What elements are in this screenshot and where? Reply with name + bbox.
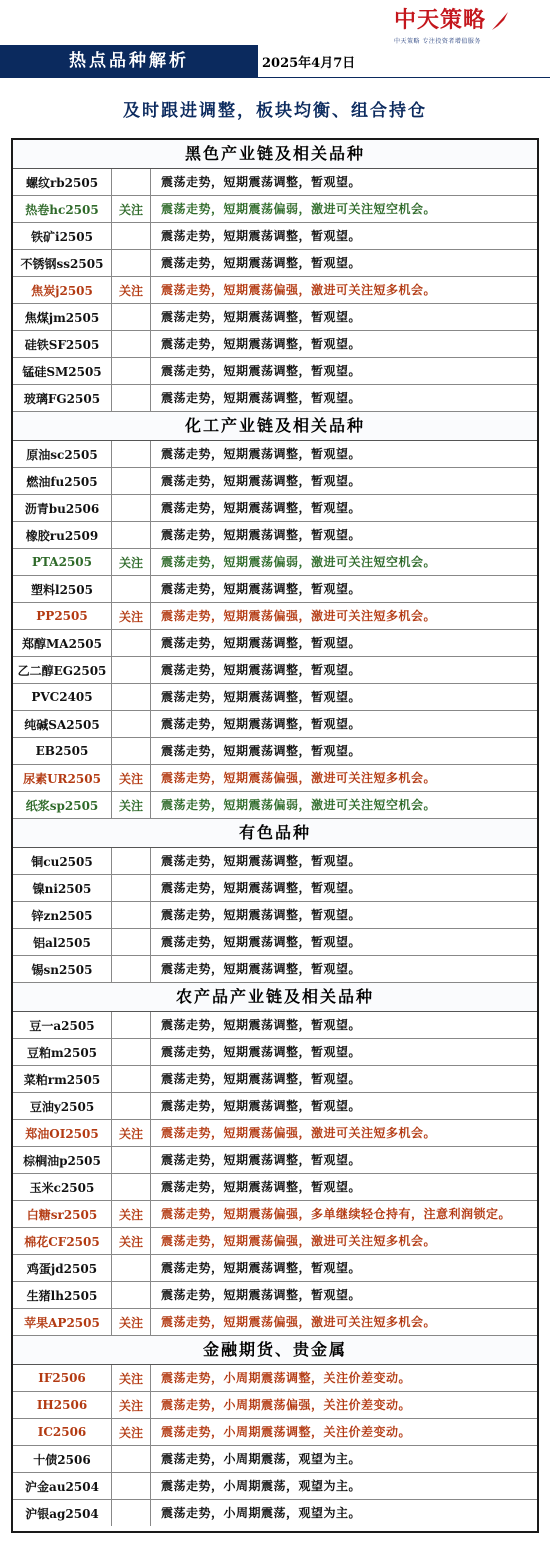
- table-row: [13, 603, 537, 630]
- watch-tag: 关注: [112, 765, 151, 791]
- contract-name: 燃油fu2505: [13, 468, 112, 494]
- watch-tag: 关注: [112, 603, 151, 629]
- contract-name: EB2505: [13, 738, 112, 764]
- analysis-text: 震荡走势，短期震荡偏强，激进可关注短多机会。: [161, 1233, 437, 1248]
- analysis-text: 震荡走势，短期震荡偏强，激进可关注短多机会。: [161, 1125, 437, 1140]
- table-row: [13, 358, 537, 385]
- section-header: 农产品产业链及相关品种: [13, 983, 537, 1012]
- contract-name: 豆一a2505: [13, 1012, 112, 1038]
- analysis-text: 震荡走势，短期震荡调整，暂观望。: [161, 880, 362, 895]
- watch-tag: [112, 738, 151, 764]
- logo-swoosh-icon: [490, 10, 510, 32]
- analysis-text: 震荡走势，短期震荡调整，暂观望。: [161, 1152, 362, 1167]
- logo-tagline: 中天策略 专注投资者增值服务: [394, 38, 481, 45]
- table-row: [13, 1255, 537, 1282]
- table-row: [13, 1282, 537, 1309]
- contract-name: 玻璃FG2505: [13, 385, 112, 411]
- table-row: [13, 277, 537, 304]
- contract-name: 橡胶ru2509: [13, 522, 112, 548]
- analysis-text: 震荡走势，短期震荡调整，暂观望。: [161, 228, 362, 243]
- table-row: [13, 1473, 537, 1500]
- watch-tag: [112, 711, 151, 737]
- contract-name: 玉米c2505: [13, 1174, 112, 1200]
- watch-tag: [112, 522, 151, 548]
- contract-name: 硅铁SF2505: [13, 331, 112, 357]
- contract-name: 菜粕rm2505: [13, 1066, 112, 1092]
- watch-tag: [112, 1255, 151, 1281]
- page-subtitle: 及时跟进调整，板块均衡、组合持仓: [123, 101, 427, 121]
- table-row: [13, 196, 537, 223]
- watch-tag: [112, 1066, 151, 1092]
- analysis-text: 震荡走势，短期震荡调整，暂观望。: [161, 255, 362, 270]
- section-header: 金融期货、贵金属: [13, 1336, 537, 1365]
- analysis-text: 震荡走势，短期震荡调整，暂观望。: [161, 363, 362, 378]
- analysis-text: 震荡走势，短期震荡调整，暂观望。: [161, 174, 362, 189]
- analysis-text: 震荡走势，短期震荡偏强，激进可关注短多机会。: [161, 282, 437, 297]
- analysis-text: 震荡走势，短期震荡偏强，多单继续轻仓持有，注意利润锁定。: [161, 1206, 512, 1221]
- table-row: [13, 902, 537, 929]
- table-row: [13, 522, 537, 549]
- analysis-table: [11, 138, 539, 1533]
- watch-tag: [112, 956, 151, 982]
- watch-tag: [112, 495, 151, 521]
- table-row: [13, 711, 537, 738]
- analysis-text: 震荡走势，短期震荡调整，暂观望。: [161, 934, 362, 949]
- watch-tag: [112, 1282, 151, 1308]
- table-row: [13, 304, 537, 331]
- analysis-text: 震荡走势，短期震荡偏弱，激进可关注短空机会。: [161, 554, 437, 569]
- contract-name: 乙二醇EG2505: [13, 657, 112, 683]
- table-row: [13, 1309, 537, 1336]
- table-row: [13, 956, 537, 983]
- table-row: [13, 1500, 537, 1526]
- contract-name: IH2506: [13, 1392, 112, 1418]
- brand-logo: [394, 8, 514, 45]
- table-row: [13, 1174, 537, 1201]
- analysis-text: 震荡走势，短期震荡偏强，激进可关注短多机会。: [161, 1314, 437, 1329]
- watch-tag: [112, 1147, 151, 1173]
- analysis-text: 震荡走势，短期震荡调整，暂观望。: [161, 1287, 362, 1302]
- analysis-text: 震荡走势，短期震荡调整，暂观望。: [161, 1017, 362, 1032]
- watch-tag: [112, 576, 151, 602]
- watch-tag: [112, 684, 151, 710]
- contract-name: 十债2506: [13, 1446, 112, 1472]
- table-row: [13, 1120, 537, 1147]
- table-row: [13, 1419, 537, 1446]
- watch-tag: [112, 223, 151, 249]
- logo-text: 中天策略: [394, 8, 487, 33]
- contract-name: IF2506: [13, 1365, 112, 1391]
- analysis-text: 震荡走势，短期震荡调整，暂观望。: [161, 309, 362, 324]
- analysis-text: 震荡走势，短期震荡偏强，激进可关注短多机会。: [161, 770, 437, 785]
- watch-tag: [112, 848, 151, 874]
- contract-name: 锡sn2505: [13, 956, 112, 982]
- table-row: [13, 1446, 537, 1473]
- contract-name: 纯碱SA2505: [13, 711, 112, 737]
- analysis-text: 震荡走势，短期震荡调整，暂观望。: [161, 961, 362, 976]
- contract-name: 鸡蛋jd2505: [13, 1255, 112, 1281]
- analysis-text: 震荡走势，短期震荡调整，暂观望。: [161, 743, 362, 758]
- analysis-text: 震荡走势，短期震荡调整，暂观望。: [161, 662, 362, 677]
- table-row: [13, 792, 537, 819]
- page-title: 热点品种解析: [0, 45, 258, 78]
- analysis-text: 震荡走势，短期震荡调整，暂观望。: [161, 1260, 362, 1275]
- section-header: 黑色产业链及相关品种: [13, 140, 537, 169]
- analysis-text: 震荡走势，短期震荡调整，暂观望。: [161, 581, 362, 596]
- watch-tag: [112, 1473, 151, 1499]
- table-row: [13, 1093, 537, 1120]
- contract-name: 不锈钢ss2505: [13, 250, 112, 276]
- watch-tag: 关注: [112, 1201, 151, 1227]
- table-row: [13, 1147, 537, 1174]
- contract-name: 郑油OI2505: [13, 1120, 112, 1146]
- contract-name: 铜cu2505: [13, 848, 112, 874]
- analysis-text: 震荡走势，短期震荡偏弱，激进可关注短空机会。: [161, 201, 437, 216]
- contract-name: PP2505: [13, 603, 112, 629]
- analysis-text: 震荡走势，小周期震荡，观望为主。: [161, 1505, 362, 1520]
- contract-name: 原油sc2505: [13, 441, 112, 467]
- watch-tag: [112, 358, 151, 384]
- analysis-text: 震荡走势，短期震荡调整，暂观望。: [161, 853, 362, 868]
- contract-name: 焦煤jm2505: [13, 304, 112, 330]
- table-row: [13, 1039, 537, 1066]
- analysis-text: 震荡走势，小周期震荡，观望为主。: [161, 1478, 362, 1493]
- contract-name: 焦炭j2505: [13, 277, 112, 303]
- section-header: 有色品种: [13, 819, 537, 848]
- contract-name: 生猪lh2505: [13, 1282, 112, 1308]
- table-row: [13, 549, 537, 576]
- contract-name: 镍ni2505: [13, 875, 112, 901]
- table-row: [13, 331, 537, 358]
- contract-name: PVC2405: [13, 684, 112, 710]
- watch-tag: 关注: [112, 277, 151, 303]
- watch-tag: 关注: [112, 1365, 151, 1391]
- table-row: [13, 468, 537, 495]
- contract-name: 螺纹rb2505: [13, 169, 112, 195]
- page-header: [0, 0, 550, 121]
- table-row: [13, 1201, 537, 1228]
- watch-tag: [112, 250, 151, 276]
- contract-name: IC2506: [13, 1419, 112, 1445]
- contract-name: 纸浆sp2505: [13, 792, 112, 818]
- watch-tag: 关注: [112, 1309, 151, 1335]
- report-date: 2025年4月7日: [262, 56, 356, 71]
- analysis-text: 震荡走势，短期震荡调整，暂观望。: [161, 446, 362, 461]
- watch-tag: [112, 1174, 151, 1200]
- watch-tag: 关注: [112, 1419, 151, 1445]
- table-row: [13, 1066, 537, 1093]
- watch-tag: [112, 304, 151, 330]
- contract-name: 豆粕m2505: [13, 1039, 112, 1065]
- contract-name: 棕榈油p2505: [13, 1147, 112, 1173]
- watch-tag: 关注: [112, 1228, 151, 1254]
- watch-tag: 关注: [112, 792, 151, 818]
- analysis-text: 震荡走势，短期震荡偏弱，激进可关注短空机会。: [161, 797, 437, 812]
- analysis-text: 震荡走势，短期震荡调整，暂观望。: [161, 527, 362, 542]
- analysis-text: 震荡走势，短期震荡调整，暂观望。: [161, 500, 362, 515]
- table-row: [13, 765, 537, 792]
- watch-tag: [112, 1039, 151, 1065]
- analysis-text: 震荡走势，小周期震荡，观望为主。: [161, 1451, 362, 1466]
- table-row: [13, 250, 537, 277]
- contract-name: 尿素UR2505: [13, 765, 112, 791]
- contract-name: 锌zn2505: [13, 902, 112, 928]
- analysis-text: 震荡走势，短期震荡调整，暂观望。: [161, 1044, 362, 1059]
- watch-tag: [112, 902, 151, 928]
- watch-tag: [112, 657, 151, 683]
- watch-tag: [112, 875, 151, 901]
- contract-name: 沪金au2504: [13, 1473, 112, 1499]
- watch-tag: [112, 630, 151, 656]
- analysis-text: 震荡走势，短期震荡调整，暂观望。: [161, 907, 362, 922]
- contract-name: 沥青bu2506: [13, 495, 112, 521]
- contract-name: 铁矿i2505: [13, 223, 112, 249]
- contract-name: 沪银ag2504: [13, 1500, 112, 1526]
- watch-tag: [112, 929, 151, 955]
- watch-tag: 关注: [112, 1392, 151, 1418]
- table-row: [13, 929, 537, 956]
- watch-tag: 关注: [112, 549, 151, 575]
- watch-tag: 关注: [112, 196, 151, 222]
- analysis-text: 震荡走势，短期震荡调整，暂观望。: [161, 1179, 362, 1194]
- analysis-text: 震荡走势，短期震荡调整，暂观望。: [161, 635, 362, 650]
- header-divider: [258, 77, 550, 78]
- watch-tag: [112, 1500, 151, 1526]
- contract-name: 苹果AP2505: [13, 1309, 112, 1335]
- contract-name: 郑醇MA2505: [13, 630, 112, 656]
- watch-tag: [112, 468, 151, 494]
- table-row: [13, 223, 537, 250]
- analysis-text: 震荡走势，小周期震荡调整，关注价差变动。: [161, 1370, 412, 1385]
- watch-tag: 关注: [112, 1120, 151, 1146]
- watch-tag: [112, 1446, 151, 1472]
- contract-name: 豆油y2505: [13, 1093, 112, 1119]
- analysis-text: 震荡走势，短期震荡调整，暂观望。: [161, 390, 362, 405]
- analysis-text: 震荡走势，小周期震荡偏强，关注价差变动。: [161, 1397, 412, 1412]
- table-row: [13, 441, 537, 468]
- analysis-text: 震荡走势，短期震荡调整，暂观望。: [161, 473, 362, 488]
- table-row: [13, 738, 537, 765]
- contract-name: 白糖sr2505: [13, 1201, 112, 1227]
- section-header: 化工产业链及相关品种: [13, 412, 537, 441]
- table-row: [13, 495, 537, 522]
- analysis-text: 震荡走势，短期震荡调整，暂观望。: [161, 689, 362, 704]
- watch-tag: [112, 1093, 151, 1119]
- table-row: [13, 1365, 537, 1392]
- contract-name: 热卷hc2505: [13, 196, 112, 222]
- table-row: [13, 630, 537, 657]
- watch-tag: [112, 385, 151, 411]
- watch-tag: [112, 1012, 151, 1038]
- table-row: [13, 576, 537, 603]
- table-row: [13, 657, 537, 684]
- analysis-text: 震荡走势，小周期震荡调整，关注价差变动。: [161, 1424, 412, 1439]
- analysis-text: 震荡走势，短期震荡调整，暂观望。: [161, 1071, 362, 1086]
- contract-name: 铝al2505: [13, 929, 112, 955]
- table-row: [13, 169, 537, 196]
- analysis-text: 震荡走势，短期震荡调整，暂观望。: [161, 1098, 362, 1113]
- watch-tag: [112, 169, 151, 195]
- table-row: [13, 1012, 537, 1039]
- table-row: [13, 875, 537, 902]
- table-row: [13, 385, 537, 412]
- contract-name: 塑料l2505: [13, 576, 112, 602]
- contract-name: PTA2505: [13, 549, 112, 575]
- table-row: [13, 1228, 537, 1255]
- watch-tag: [112, 441, 151, 467]
- analysis-text: 震荡走势，短期震荡调整，暂观望。: [161, 716, 362, 731]
- contract-name: 棉花CF2505: [13, 1228, 112, 1254]
- watch-tag: [112, 331, 151, 357]
- table-row: [13, 1392, 537, 1419]
- analysis-text: 震荡走势，短期震荡偏强，激进可关注短多机会。: [161, 608, 437, 623]
- analysis-text: 震荡走势，短期震荡调整，暂观望。: [161, 336, 362, 351]
- table-row: [13, 684, 537, 711]
- table-row: [13, 848, 537, 875]
- contract-name: 锰硅SM2505: [13, 358, 112, 384]
